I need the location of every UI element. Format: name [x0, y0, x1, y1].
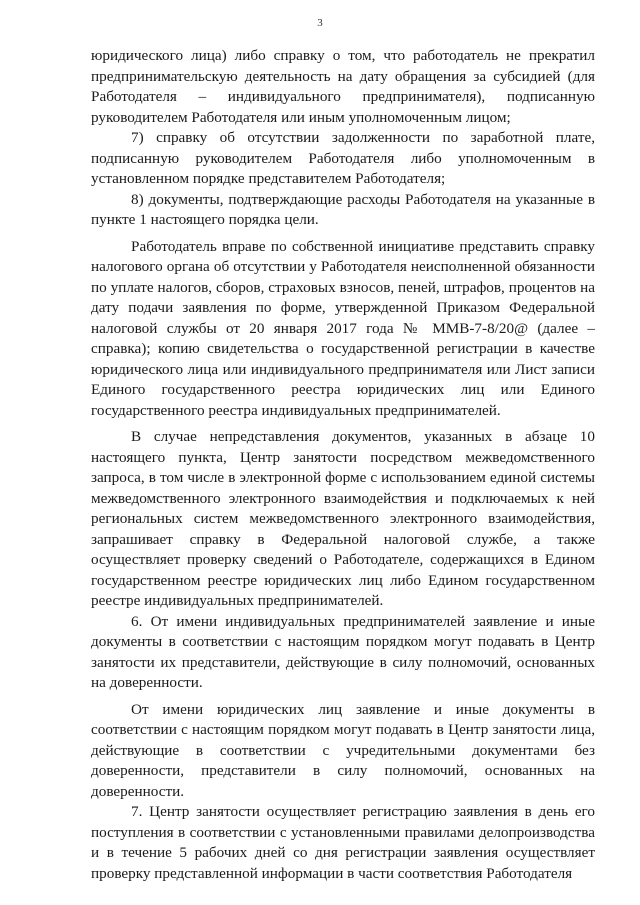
paragraph-item-7: 7) справку об отсутствии задолженности по заработной плате, подписанную руководителем Работодателя либо уполномоченным в установленном порядке представителем Работодателя; [91, 129, 595, 187]
paragraph-legal-entities: От имени юридических лиц заявление и иные документы в соответствии с настоящим порядком могут подавать в Центр занятости лица, действующие в соответствии с учредительными документами без доверенности, представители в силу полномочий, основанных на доверенности. [91, 700, 595, 800]
paragraph-continuation: юридического лица) либо справку о том, что работодатель не прекратил предпринимательскую деятельность на дату обращения за субсидией (для Работодателя – индивидуального предпринимателя), подписанную руководителем Работодателя или иным уполномоченным лицом; [91, 47, 595, 126]
paragraph-non-submission: В случае непредставления документов, указанных в абзаце 10 настоящего пункта, Центр занятости посредством межведомственного запроса, в том числе в электронной форме с использованием единой системы межведомственного электронного взаимодействия и подключаемых к ней региональных систем межведомственного электронного взаимодействия, запрашивает справку в Федеральной налоговой службе, а также осуществляет проверку сведений о Работодателе, содержащихся в Едином государственном реестре юридических лиц либо Едином государственном реестре индивидуальных предпринимателей. [91, 428, 595, 609]
paragraph-point-6: 6. От имени индивидуальных предпринимателей заявление и иные документы в соответствии с настоящим порядком могут подавать в Центр занятости их представители, действующие в силу полномочий, основанных на доверенности. [91, 612, 595, 691]
paragraph-item-8: 8) документы, подтверждающие расходы Работодателя на указанные в пункте 1 настоящего порядка цели. [91, 190, 595, 228]
document-body [91, 46, 595, 884]
paragraph-point-7: 7. Центр занятости осуществляет регистрацию заявления в день его поступления в соответствии с установленными правилами делопроизводства и в течение 5 рабочих дней со дня регистрации заявления осуществляет проверку представленной информации в части соответствия Работодателя [91, 803, 595, 882]
paragraph-employer-right: Работодатель вправе по собственной инициативе представить справку налогового органа об отсутствии у Работодателя неисполненной обязанности по уплате налогов, сборов, страховых взносов, пеней, штрафов, процентов на дату подачи заявления по форме, утвержденной Приказом Федеральной налоговой службы от 20 января 2017 года № ММВ-7-8/20@ (далее – справка); копию свидетельства о государственной регистрации в качестве юридического лица или индивидуального предпринимателя или Лист записи Единого государственного реестра юридических лиц или Единого государственного реестра индивидуальных предпринимателей. [91, 237, 595, 419]
page-number: 3 [317, 17, 323, 29]
